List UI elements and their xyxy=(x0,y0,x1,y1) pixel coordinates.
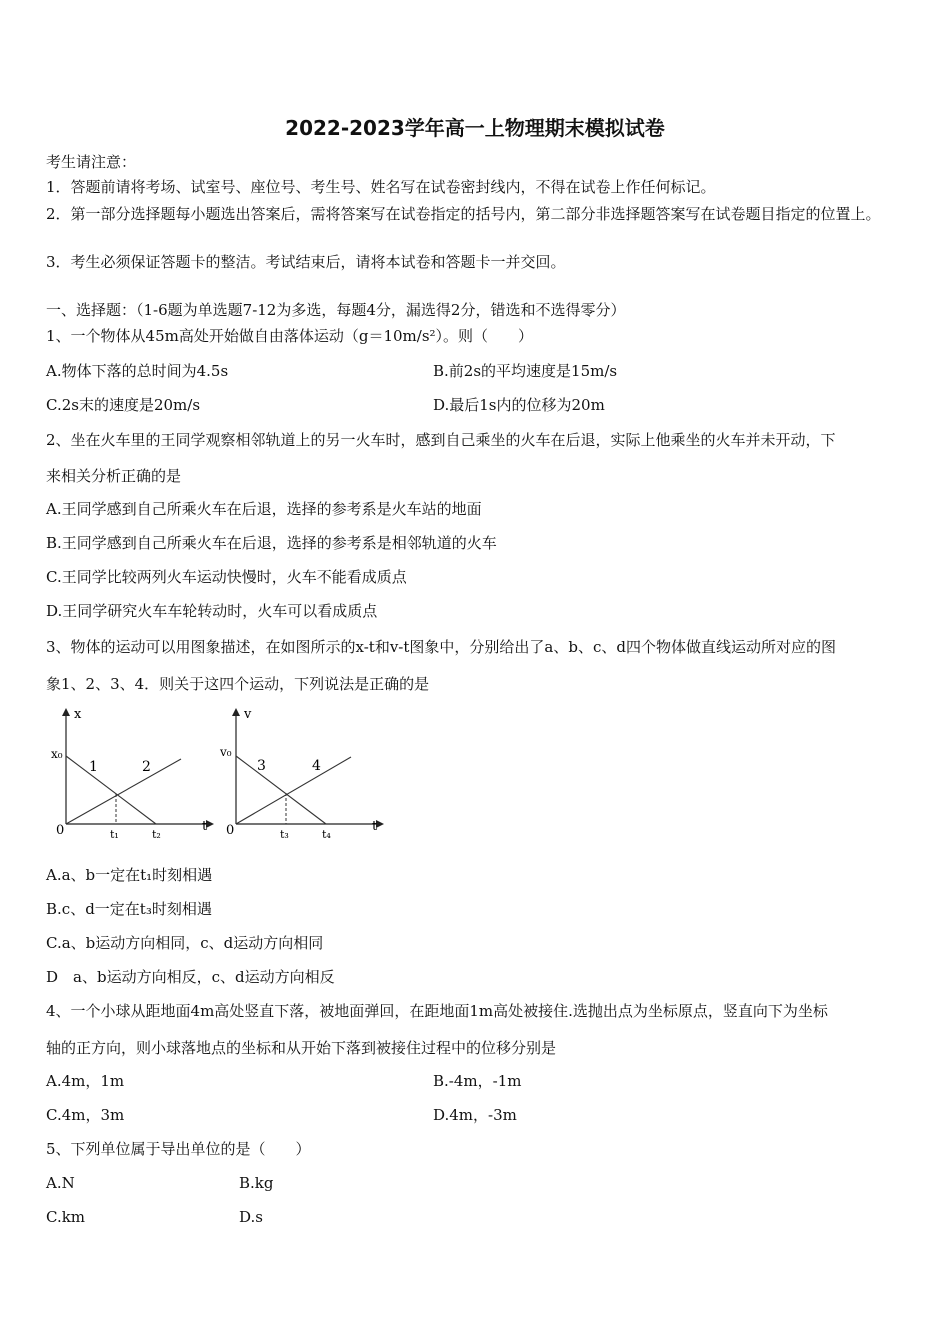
page-title: 2022-2023学年高一上物理期末模拟试卷 xyxy=(285,116,665,140)
vt-graph xyxy=(216,704,386,846)
q1-stem: 1、一个物体从45m高处开始做自由落体运动（g＝10m/s²）。则（ ） xyxy=(46,327,534,345)
vt-origin: 0 xyxy=(226,823,235,838)
q3-option-a: A.a、b一定在t₁时刻相遇 xyxy=(46,866,213,884)
q2-stem-line1: 2、坐在火车里的王同学观察相邻轨道上的另一火车时，感到自己乘坐的火车在后退，实际上他乘坐的火车并未开动，下 xyxy=(46,431,836,449)
vt-line-4-label: 4 xyxy=(312,758,321,774)
vt-t4-label: t₄ xyxy=(322,828,331,841)
vt-t3-label: t₃ xyxy=(280,828,289,841)
vt-y-label: v xyxy=(244,707,252,722)
notice-item-1: 1．答题前请将考场、试室号、座位号、考生号、姓名写在试卷密封线内，不得在试卷上作任何标记。 xyxy=(46,178,716,196)
q2-option-b: B.王同学感到自己所乘火车在后退，选择的参考系是相邻轨道的火车 xyxy=(46,534,497,552)
q4-option-c: C.4m，3m xyxy=(46,1106,125,1124)
vt-x-label: t xyxy=(372,819,378,834)
q2-stem-line2: 来相关分析正确的是 xyxy=(46,467,182,485)
xt-t1-label: t₁ xyxy=(110,828,119,841)
q1-option-b: B.前2s的平均速度是15m/s xyxy=(433,362,618,380)
q3-option-c: C.a、b运动方向相同，c、d运动方向相同 xyxy=(46,934,324,952)
q2-option-c: C.王同学比较两列火车运动快慢时，火车不能看成质点 xyxy=(46,568,407,586)
notice-item-2: 2．第一部分选择题每小题选出答案后，需将答案写在试卷指定的括号内，第二部分非选择题答案写在试卷题目指定的位置上。 xyxy=(46,205,881,223)
q5-option-b: B.kg xyxy=(239,1174,274,1192)
q3-option-b: B.c、d一定在t₃时刻相遇 xyxy=(46,900,212,918)
xt-t2-label: t₂ xyxy=(152,828,161,841)
q1-option-d: D.最后1s内的位移为20m xyxy=(433,396,605,414)
q4-stem-line2: 轴的正方向，则小球落地点的坐标和从开始下落到被接住过程中的位移分别是 xyxy=(46,1039,557,1057)
q4-stem-line1: 4、一个小球从距地面4m高处竖直下落，被地面弹回，在距地面1m高处被接住.选抛出点为坐标原点，竖直向下为坐标 xyxy=(46,1002,828,1020)
q5-stem: 5、下列单位属于导出单位的是（ ） xyxy=(46,1140,311,1158)
q3-stem-line2: 象1、2、3、4．则关于这四个运动，下列说法是正确的是 xyxy=(46,675,430,693)
q2-option-d: D.王同学研究火车车轮转动时，火车可以看成质点 xyxy=(46,602,378,620)
q5-option-c: C.km xyxy=(46,1208,86,1226)
q4-option-d: D.4m，-3m xyxy=(433,1106,517,1124)
section-heading: 一、选择题：（1-6题为单选题7-12为多选，每题4分，漏选得2分，错选和不选得零分） xyxy=(46,301,626,319)
xt-y-arrow xyxy=(62,708,70,716)
vt-y-arrow xyxy=(232,708,240,716)
xt-line-1-label: 1 xyxy=(89,759,98,775)
q3-stem-line1: 3、物体的运动可以用图象描述，在如图所示的x-t和v-t图象中，分别给出了a、b、c、d四个物体做直线运动所对应的图 xyxy=(46,638,836,656)
vt-line-3-label: 3 xyxy=(257,758,266,774)
xt-line-2-label: 2 xyxy=(142,759,151,775)
vt-v0-label: v₀ xyxy=(220,745,232,759)
q5-option-d: D.s xyxy=(239,1208,263,1226)
q5-option-a: A.N xyxy=(46,1174,75,1192)
q3-option-d: D a、b运动方向相反，c、d运动方向相反 xyxy=(46,968,335,986)
xt-x-label: t xyxy=(202,819,208,834)
q2-option-a: A.王同学感到自己所乘火车在后退，选择的参考系是火车站的地面 xyxy=(46,500,482,518)
xt-graph xyxy=(46,704,216,846)
q1-option-a: A.物体下落的总时间为4.5s xyxy=(46,362,229,380)
xt-y-label: x xyxy=(74,707,82,722)
vt-line-4 xyxy=(236,757,351,824)
xt-x0-label: x₀ xyxy=(51,747,63,761)
q4-option-a: A.4m，1m xyxy=(46,1072,125,1090)
notice-item-3: 3．考生必须保证答题卡的整洁。考试结束后，请将本试卷和答题卡一并交回。 xyxy=(46,253,566,271)
xt-origin: 0 xyxy=(56,823,65,838)
q1-option-c: C.2s末的速度是20m/s xyxy=(46,396,201,414)
notice-heading: 考生请注意： xyxy=(46,153,137,171)
q4-option-b: B.-4m，-1m xyxy=(433,1072,522,1090)
